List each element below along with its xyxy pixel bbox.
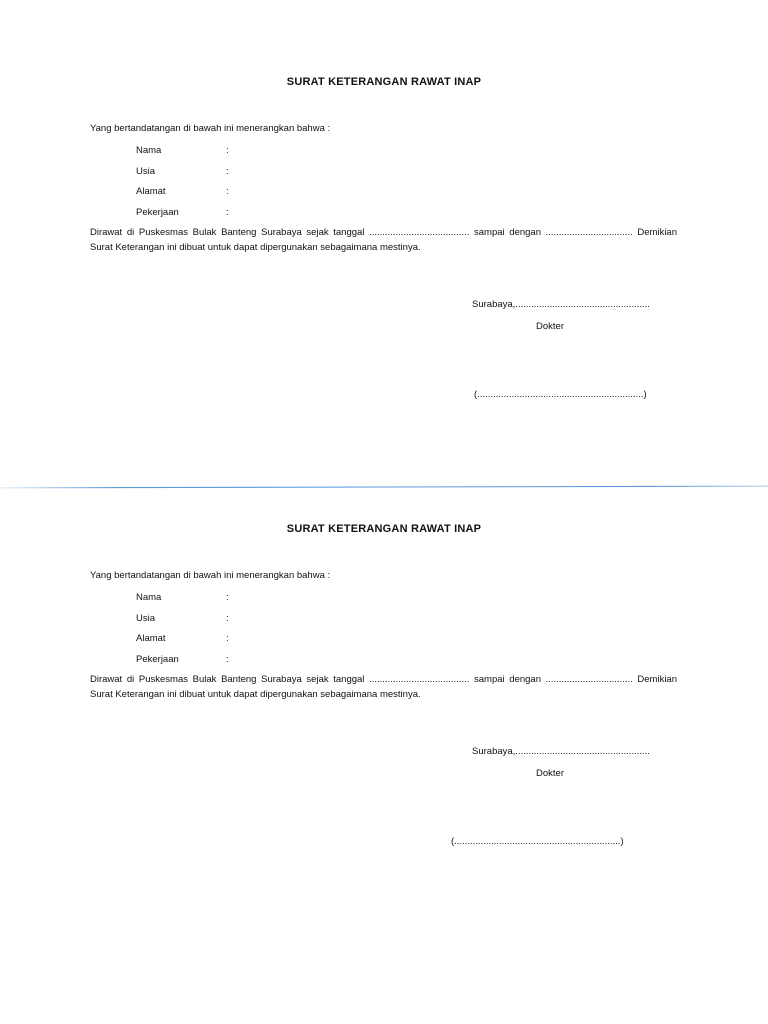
field-label: Pekerjaan	[136, 653, 179, 665]
field-label: Pekerjaan	[136, 206, 179, 218]
field-label: Nama	[136, 592, 162, 603]
place-date-line: Surabaya,...................................................	[472, 299, 650, 310]
field-colon: :	[226, 633, 229, 644]
field-row-alamat	[136, 633, 236, 654]
field-row-usia	[136, 166, 236, 187]
field-colon: :	[226, 592, 229, 603]
field-label: Alamat	[136, 186, 166, 197]
field-colon: :	[226, 612, 229, 624]
field-colon: :	[226, 145, 229, 156]
field-row-alamat	[136, 186, 236, 207]
field-colon: :	[226, 206, 229, 218]
identity-fields	[136, 145, 236, 227]
field-row-nama	[136, 592, 236, 613]
signer-role: Dokter	[536, 321, 564, 332]
signature-line: (...............................................................)	[451, 836, 624, 847]
field-colon: :	[226, 653, 229, 665]
place-date-line: Surabaya,...................................................	[472, 746, 650, 757]
field-label: Usia	[136, 612, 156, 624]
intro-text: Yang bertandatangan di bawah ini menerangkan bahwa :	[90, 123, 331, 134]
field-colon: :	[226, 165, 229, 177]
field-row-pekerjaan	[136, 654, 236, 675]
intro-text: Yang bertandatangan di bawah ini menerangkan bahwa :	[90, 570, 331, 581]
body-paragraph: Dirawat di Puskesmas Bulak Banteng Surabaya sejak tanggal ...................................... sampai dengan ................................. Demikian Surat Keterangan ini dibuat untuk dapat dipergunakan sebagaimana mestinya.	[90, 227, 677, 253]
letter-form-bottom	[0, 447, 768, 887]
letter-form-top	[0, 0, 768, 440]
field-row-usia	[136, 613, 236, 634]
field-row-nama	[136, 145, 236, 166]
letter-title: SURAT KETERANGAN RAWAT INAP	[286, 523, 482, 535]
body-paragraph: Dirawat di Puskesmas Bulak Banteng Surabaya sejak tanggal ...................................... sampai dengan ................................. Demikian Surat Keterangan ini dibuat untuk dapat dipergunakan sebagaimana mestinya.	[90, 674, 677, 700]
field-label: Alamat	[136, 633, 166, 644]
field-label: Usia	[136, 165, 156, 177]
field-colon: :	[226, 186, 229, 197]
field-row-pekerjaan	[136, 207, 236, 228]
signer-role: Dokter	[536, 768, 564, 779]
field-label: Nama	[136, 145, 162, 156]
identity-fields	[136, 592, 236, 674]
letter-title: SURAT KETERANGAN RAWAT INAP	[286, 76, 482, 88]
signature-line: (...............................................................)	[474, 389, 647, 400]
